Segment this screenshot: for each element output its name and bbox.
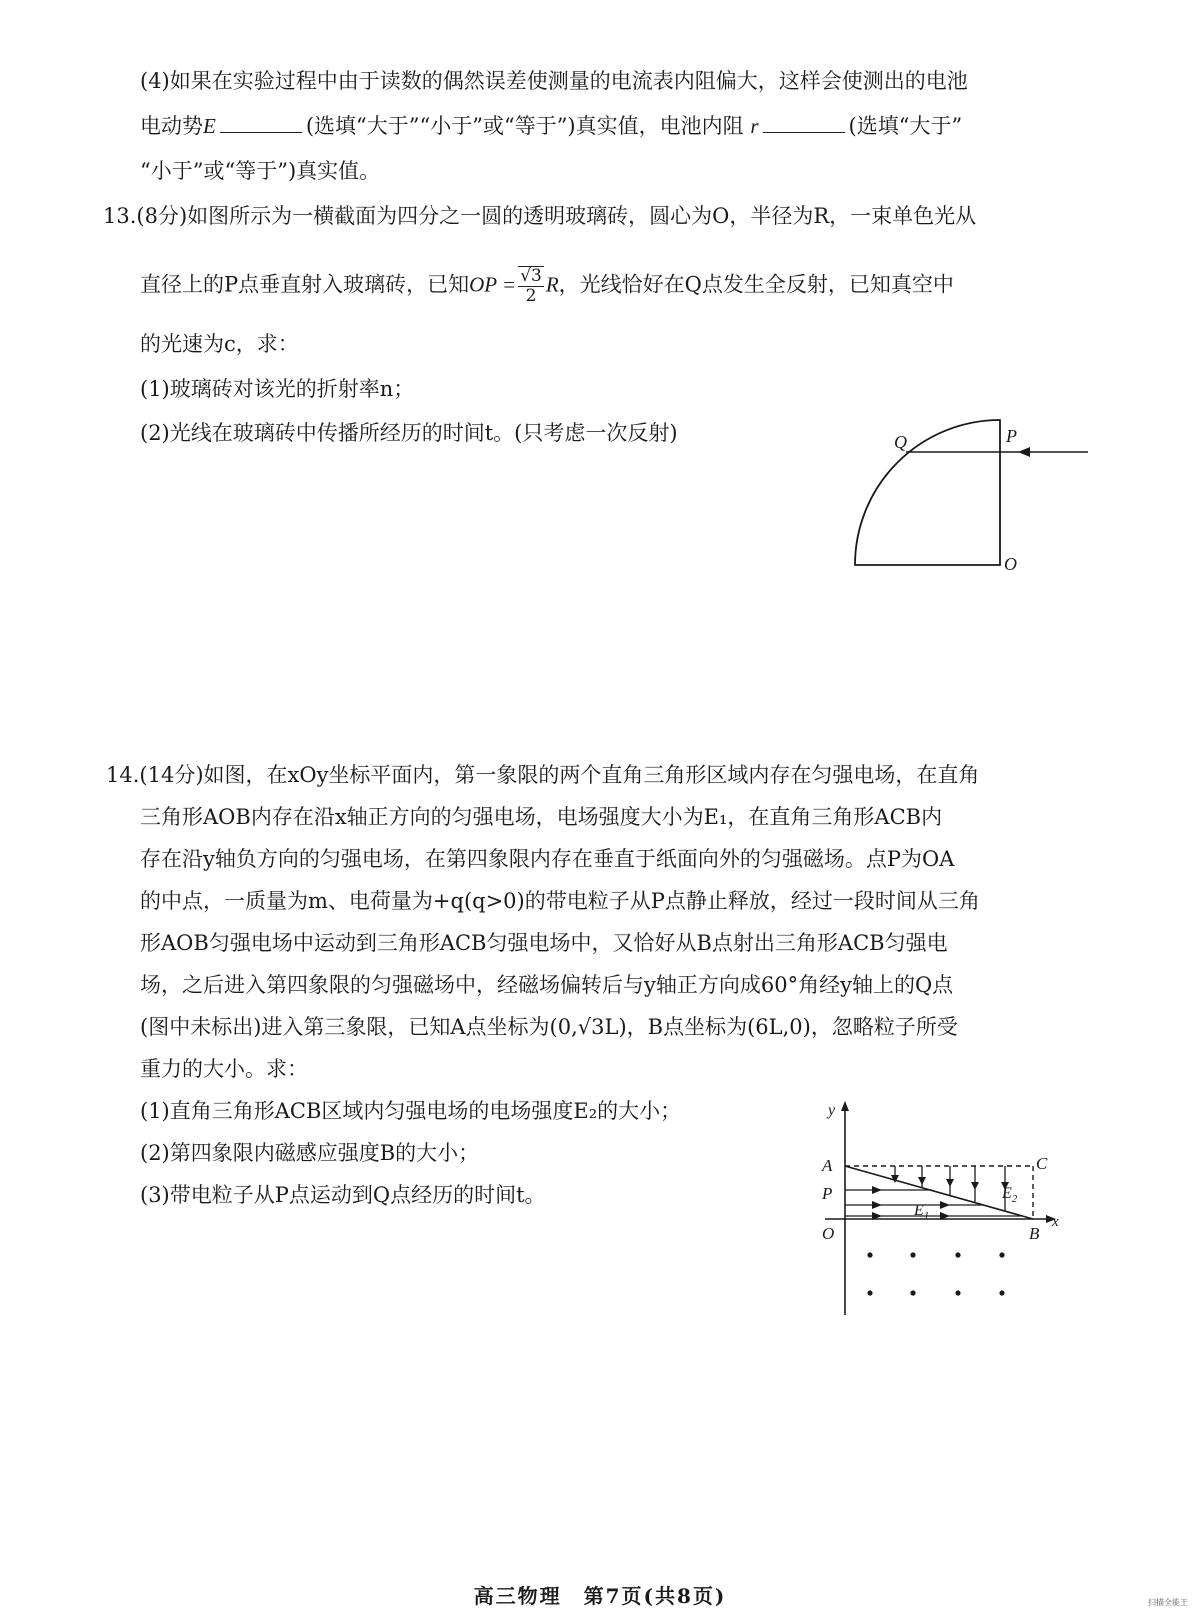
e2-arrow-icon (918, 1177, 926, 1185)
q13-line3: 的光速为c，求： (140, 332, 299, 356)
q12-4-line3: “小于”或“等于”)真实值。 (140, 159, 381, 183)
q14-number: 14. (106, 763, 140, 787)
label-Q: Q (894, 432, 907, 452)
q13-line2-text-b: ，光线恰好在Q点发生全反射，已知真空中 (558, 272, 954, 297)
q13-line1 (103, 201, 976, 231)
q13-number: 13. (103, 204, 137, 228)
q14-line-6: (图中未标出)进入第三象限，已知A点坐标为(0,√3L)，B点坐标为(6L,0)，忽略粒子所受 (140, 1015, 958, 1039)
symbol-r: r (750, 114, 759, 138)
q14-part3: (3)带电粒子从P点运动到Q点经历的时间t。 (140, 1183, 546, 1207)
magnetic-field-dot (999, 1290, 1004, 1295)
magnetic-field-dot (867, 1252, 872, 1257)
q13-line2-text-a: 直径上的P点垂直射入玻璃砖，已知 (140, 272, 470, 297)
magnetic-field-dot (867, 1290, 872, 1295)
q13-part1: (1)玻璃砖对该光的折射率n； (140, 377, 415, 401)
q13-part2: (2)光线在玻璃砖中传播所经历的时间t。(只考虑一次反射) (140, 421, 678, 445)
y-axis-arrow-icon (841, 1101, 849, 1111)
magnetic-field-dot (955, 1290, 960, 1295)
q14-line-1: 三角形AOB内存在沿x轴正方向的匀强电场，电场强度大小为E₁，在直角三角形ACB内 (140, 805, 943, 829)
label-O: O (822, 1224, 835, 1243)
magnetic-field-dot (955, 1252, 960, 1257)
q12-4-line1: (4)如果在实验过程中由于读数的偶然误差使测量的电流表内阻偏大，这样会使测出的电池 (140, 69, 968, 93)
label-O: O (1004, 554, 1017, 574)
q12-4-text-a: 电动势 (140, 114, 203, 138)
label-y: y (828, 1102, 836, 1119)
q14-part1: (1)直角三角形ACB区域内匀强电场的电场强度E₂的大小； (140, 1099, 682, 1123)
ray-arrow-icon (1018, 447, 1030, 457)
q14-line-4: 形AOB匀强电场中运动到三角形ACB匀强电场中，又恰好从B点射出三角形ACB匀强电 (140, 931, 948, 955)
q14-part2: (2)第四象限内磁感应强度B的大小； (140, 1141, 480, 1165)
e1-arrow-icon (940, 1201, 950, 1209)
q13-op-eq: OP = (469, 272, 517, 297)
q14-line-0: (14分)如图，在xOy坐标平面内，第一象限的两个直角三角形区域内存在匀强电场，在直角 (139, 763, 980, 787)
q12-4-text-b: (选填“大于”“小于”或“等于”)真实值，电池内阻 (305, 114, 744, 138)
q13-quarter-circle-figure (840, 410, 1110, 590)
e1-arrow-icon (872, 1186, 882, 1194)
fraction-denominator: 2 (525, 286, 537, 306)
label-P: P (822, 1184, 833, 1203)
quarter-circle-outline (855, 420, 1000, 565)
q14-line-5: 场，之后进入第四象限的匀强磁场中，经磁场偏转后与y轴正方向成60°角经y轴上的Q点 (140, 973, 954, 997)
label-B: B (1029, 1224, 1040, 1243)
symbol-E: E (203, 114, 216, 138)
q13-line2 (140, 266, 954, 306)
e2-arrow-icon (971, 1182, 979, 1190)
q14-line-3: 的中点，一质量为m、电荷量为+q(q>0)的带电粒子从P点静止释放，经过一段时间从三角 (140, 889, 980, 913)
answer-blank-E[interactable] (220, 112, 302, 133)
label-P: P (1006, 426, 1017, 446)
label-A: A (822, 1156, 833, 1175)
q14-line1 (106, 760, 979, 790)
q12-4-text-c: (选填“大于” (848, 114, 963, 138)
label-x: x (1052, 1214, 1059, 1230)
label-E1: $E_1$ (914, 1202, 930, 1222)
q13-line1-text: (8分)如图所示为一横截面为四分之一圆的透明玻璃砖，圆心为O，半径为R，一束单色光从 (136, 204, 977, 228)
q14-field-figure (810, 1095, 1070, 1325)
magnetic-field-dot (910, 1252, 915, 1257)
fraction-numerator: √3 (520, 266, 542, 286)
magnetic-field-dot (910, 1290, 915, 1295)
answer-blank-r[interactable] (763, 112, 845, 133)
page-footer: 高三物理 第7页(共8页) (473, 1584, 727, 1608)
q14-line-2: 存在沿y轴负方向的匀强电场，在第四象限内存在垂直于纸面向外的匀强磁场。点P为OA (140, 847, 955, 871)
label-C: C (1036, 1154, 1048, 1173)
label-E2: $E_2$ (1002, 1185, 1018, 1205)
q12-4-line2 (140, 111, 962, 141)
e1-arrow-icon (872, 1201, 882, 1209)
scanner-stamp: 扫描全能王 (1148, 1598, 1188, 1607)
q14-line-7: 重力的大小。求： (140, 1057, 308, 1081)
magnetic-field-dot (999, 1252, 1004, 1257)
symbol-R: R (545, 272, 559, 297)
fraction-sqrt3-over-2 (518, 266, 544, 306)
e2-arrow-icon (946, 1179, 954, 1187)
